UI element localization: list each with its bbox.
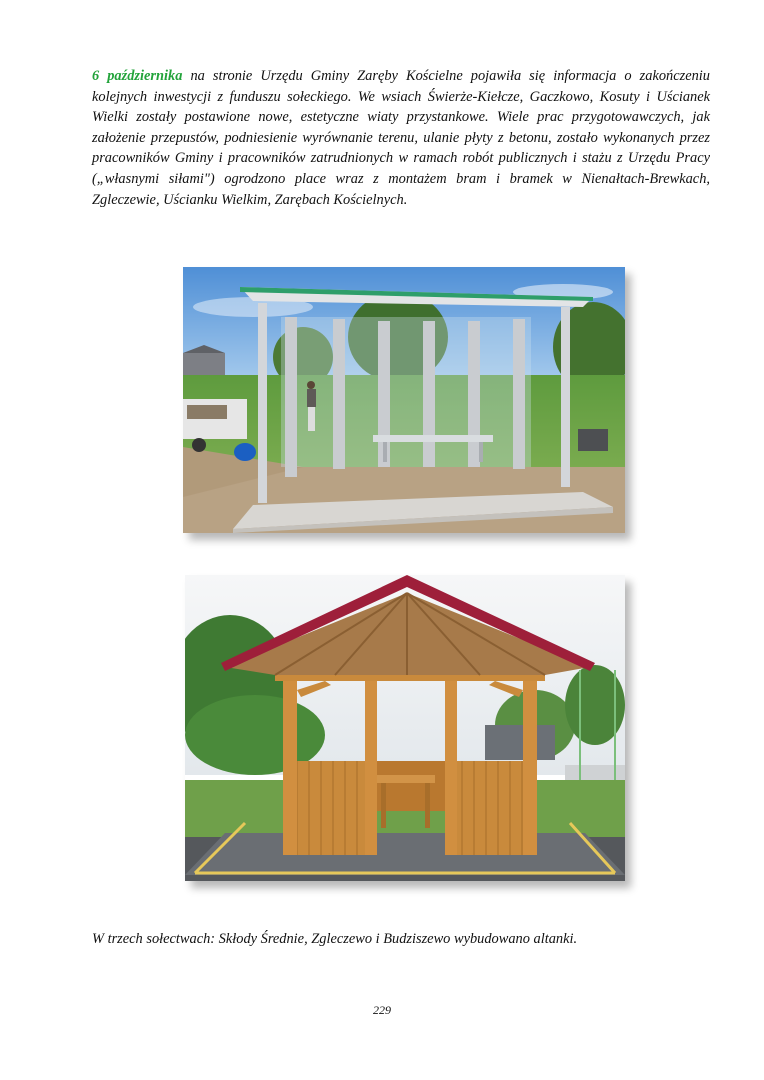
- wooden-gazebo-photo: [185, 575, 625, 881]
- article-paragraph: [92, 66, 710, 210]
- page-number: 229: [373, 1003, 391, 1017]
- article-text: na stronie Urzędu Gminy Zaręby Kościelne pojawiła się informacja o zakończeniu kolejnych inwestycji z funduszu sołeckiego. We wsiach Świerże-Kiełcze, Gaczkowo, Kosuty i Uścianek Wielki zostały postawione nowe, estetyczne wiaty przystankowe. Wiele prac przygotowawczych, jak założenie przepustów, podniesienie wyrównanie terenu, ulanie płyty z betonu, zostało wykonanych przez pracowników Gminy i pracowników zatrudnionych w ramach robót publicznych i stażu z Urzędu Pracy („własnymi siłami") ogrodzono place wraz z montażem bram i bramek w Nienałtach-Brewkach, Zgleczewie, Uścianku Wielkim, Zarębach Kościelnych.: [92, 68, 710, 208]
- caption: W trzech sołectwach: Skłody Średnie, Zgleczewo i Budziszewo wybudowano altanki.: [92, 931, 578, 947]
- date-highlight: 6 października: [92, 68, 183, 84]
- bus-shelter-photo: [183, 267, 625, 533]
